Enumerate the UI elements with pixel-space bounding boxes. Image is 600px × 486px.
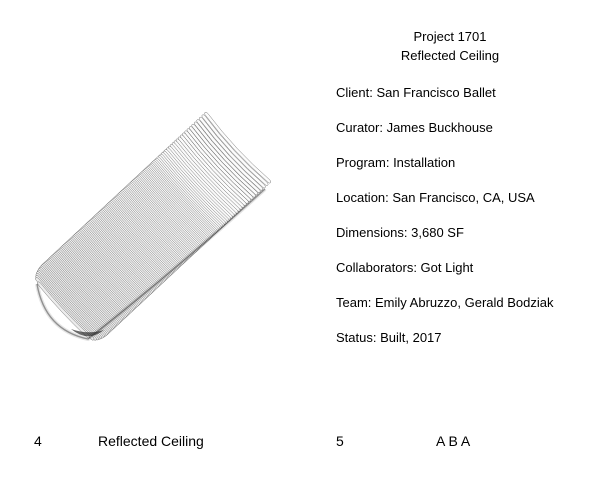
info-line-collaborators: Collaborators: Got Light — [336, 260, 474, 275]
info-line-status: Status: Built, 2017 — [336, 330, 442, 345]
footer-caption-right: A B A — [436, 433, 471, 449]
project-title-block — [300, 27, 600, 65]
page-number-left: 4 — [34, 433, 42, 449]
reflected-ceiling-drawing — [30, 95, 285, 355]
info-line-dimensions: Dimensions: 3,680 SF — [336, 225, 464, 240]
info-line-team: Team: Emily Abruzzo, Gerald Bodziak — [336, 295, 554, 310]
page-number-right: 5 — [336, 433, 344, 449]
info-line-curator: Curator: James Buckhouse — [336, 120, 493, 135]
info-line-program: Program: Installation — [336, 155, 456, 170]
info-line-location: Location: San Francisco, CA, USA — [336, 190, 535, 205]
project-number-title: Project 1701 — [413, 29, 487, 44]
project-name-title: Reflected Ceiling — [400, 48, 500, 63]
footer-caption-left: Reflected Ceiling — [98, 433, 204, 449]
info-line-client: Client: San Francisco Ballet — [336, 85, 496, 100]
loft-lines-graphic — [30, 95, 285, 355]
